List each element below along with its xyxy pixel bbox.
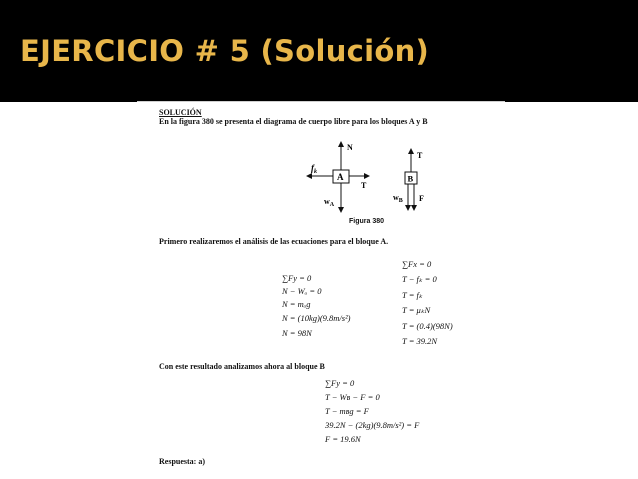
weight-a-arrow-head xyxy=(338,207,344,213)
equation-line: N = (10kg)(9.8m/s²) xyxy=(282,313,351,323)
tension-b-arrow-head xyxy=(408,148,414,154)
equation-line: 39.2N − (2kg)(9.8m/s²) = F xyxy=(325,420,420,430)
friction-label: $f_k$ xyxy=(311,163,317,175)
normal-arrow-head xyxy=(338,141,344,147)
tension-a-arrow-head xyxy=(364,173,370,179)
equation-line: T − mʙg = F xyxy=(325,406,369,416)
equation-line: T = 39.2N xyxy=(402,336,438,346)
equation-line: N = mₐg xyxy=(282,299,311,309)
force-f-arrow-head xyxy=(411,205,417,211)
paragraph-block-a: Primero realizaremos el análisis de las ecuaciones para el bloque A. xyxy=(159,237,389,246)
paragraph-block-b: Con este resultado analizamos ahora al bloque B xyxy=(159,362,325,371)
weight-b-label: $w_B$ xyxy=(393,193,403,204)
equation-line: T − fₖ = 0 xyxy=(402,274,437,284)
normal-label: N xyxy=(347,143,353,152)
equation-line: T = μₖN xyxy=(402,305,431,315)
equation-line: F = 19.6N xyxy=(325,434,361,444)
tension-b-label: T xyxy=(417,151,423,160)
free-body-diagram xyxy=(297,138,437,223)
equation-line: ∑Fy = 0 xyxy=(325,378,355,388)
title-divider xyxy=(137,101,505,102)
figure-caption: Figura 380 xyxy=(349,218,385,225)
intro-text: En la figura 380 se presenta el diagrama de cuerpo libre para los bloques A y B xyxy=(159,117,428,126)
answer-text: Respuesta: a) xyxy=(159,457,205,466)
equation-line: ∑Fx = 0 xyxy=(402,259,432,269)
slide-title: EJERCICIO # 5 (Solución) xyxy=(20,34,430,68)
equation-line: N − Wₐ = 0 xyxy=(282,286,322,296)
equation-line: T = (0.4)(98N) xyxy=(402,321,453,331)
weight-b-arrow-head xyxy=(405,205,411,211)
block-a-label: A xyxy=(337,172,344,182)
tension-a-label: T xyxy=(361,181,367,190)
weight-a-label: $w_A$ xyxy=(324,197,335,208)
solution-heading: SOLUCIÓN xyxy=(159,108,202,117)
equation-line: N = 98N xyxy=(282,328,312,338)
solution-document xyxy=(157,108,487,473)
title-bar xyxy=(0,0,638,102)
equation-line: T − Wʙ − F = 0 xyxy=(325,392,380,402)
force-f-label: F xyxy=(419,194,424,203)
friction-arrow-head xyxy=(306,173,312,179)
equation-line: ∑Fy = 0 xyxy=(282,273,312,283)
equation-line: T = fₖ xyxy=(402,290,423,300)
block-b-label: B xyxy=(407,173,414,184)
